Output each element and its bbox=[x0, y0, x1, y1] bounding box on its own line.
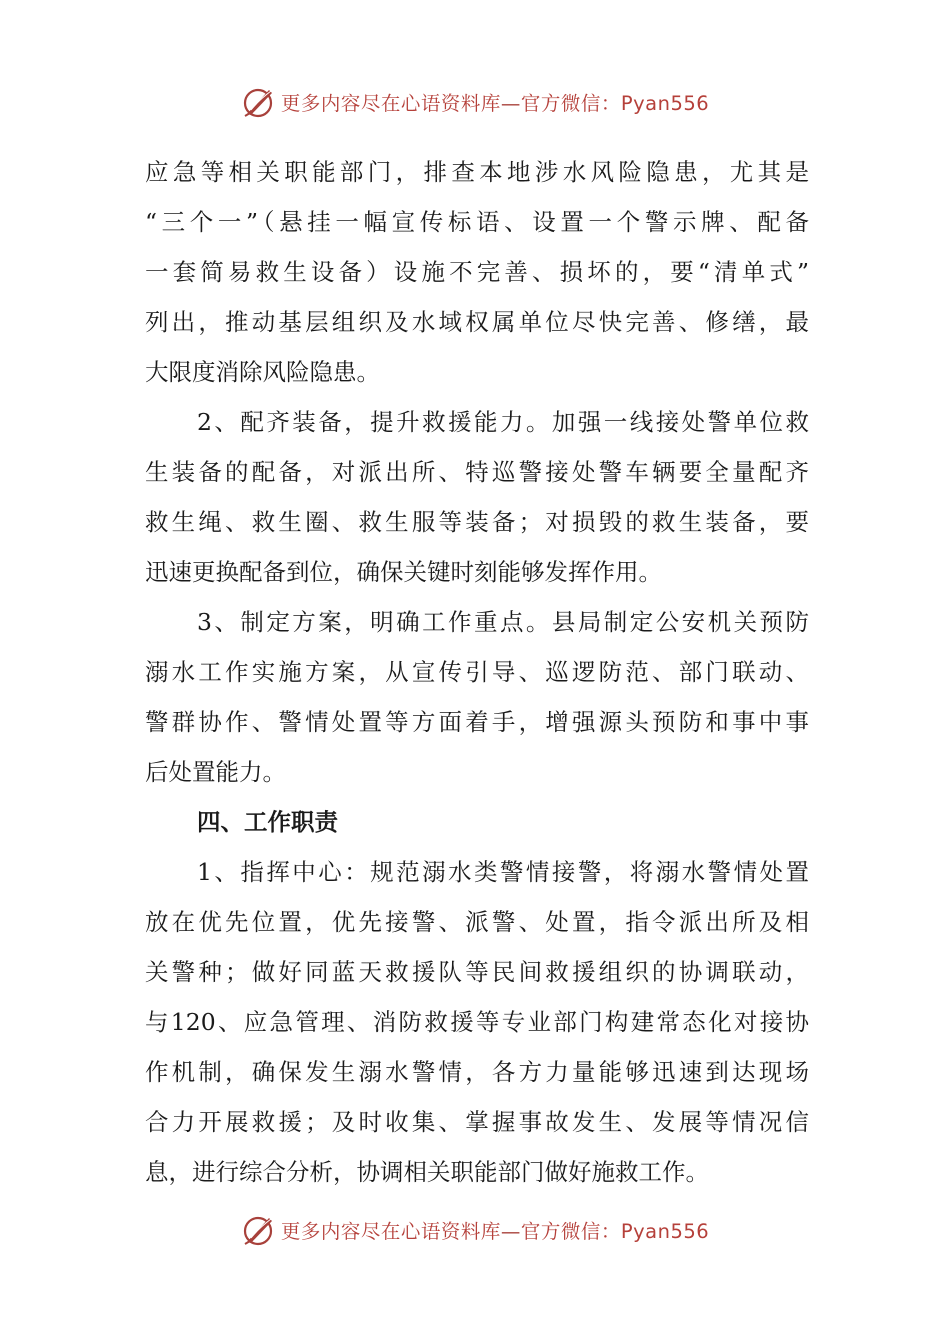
text-line: 后处置能力。 bbox=[145, 758, 286, 786]
watermark-brand: 更多内容尽在心语资料库 bbox=[280, 92, 501, 115]
text-line: 2、配齐装备，提升救援能力。加强一线接处警单位救 bbox=[197, 408, 809, 436]
quill-logo-icon bbox=[241, 1212, 277, 1248]
text-line: 大限度消除风险隐患。 bbox=[145, 358, 380, 386]
text-line: 与120、应急管理、消防救援等专业部门构建常态化对接协 bbox=[145, 1008, 809, 1036]
text-line: 救生绳、救生圈、救生服等装备；对损毁的救生装备，要 bbox=[145, 508, 809, 536]
watermark-brand: 更多内容尽在心语资料库 bbox=[280, 1220, 501, 1243]
text-line: 作机制，确保发生溺水警情，各方力量能够迅速到达现场 bbox=[145, 1058, 809, 1086]
watermark-text bbox=[281, 88, 709, 116]
paragraph-plan bbox=[145, 597, 809, 797]
text-line: 关警种；做好同蓝天救援队等民间救援组织的协调联动， bbox=[145, 958, 809, 986]
paragraph-command-center bbox=[145, 847, 809, 1197]
watermark-text bbox=[281, 1216, 709, 1244]
text-line: 生装备的配备，对派出所、特巡警接处警车辆要全量配齐 bbox=[145, 458, 809, 486]
section-heading: 四、工作职责 bbox=[197, 808, 338, 836]
quill-logo-icon bbox=[241, 84, 277, 120]
document-body bbox=[145, 147, 809, 1197]
watermark-separator: — bbox=[500, 92, 521, 115]
text-line: 应急等相关职能部门，排查本地涉水风险隐患，尤其是 bbox=[145, 158, 809, 186]
text-line: “三个一”（悬挂一幅宣传标语、设置一个警示牌、配备 bbox=[145, 208, 809, 236]
header-watermark bbox=[0, 82, 950, 122]
footer-watermark bbox=[0, 1210, 950, 1250]
text-line: 列出，推动基层组织及水域权属单位尽快完善、修缮，最 bbox=[145, 308, 809, 336]
watermark-wechat: 官方微信：Pyan556 bbox=[520, 1220, 710, 1243]
text-line: 警群协作、警情处置等方面着手，增强源头预防和事中事 bbox=[145, 708, 809, 736]
text-line: 合力开展救援；及时收集、掌握事故发生、发展等情况信 bbox=[145, 1108, 809, 1136]
paragraph-continuation bbox=[145, 147, 809, 397]
text-line: 1、指挥中心：规范溺水类警情接警，将溺水警情处置 bbox=[197, 858, 809, 886]
text-line: 息，进行综合分析，协调相关职能部门做好施救工作。 bbox=[145, 1158, 709, 1186]
watermark-wechat: 官方微信：Pyan556 bbox=[520, 92, 710, 115]
watermark-separator: — bbox=[500, 1220, 521, 1243]
text-line: 放在优先位置，优先接警、派警、处置，指令派出所及相 bbox=[145, 908, 809, 936]
paragraph-equipment bbox=[145, 397, 809, 597]
text-line: 一套简易救生设备）设施不完善、损坏的，要“清单式” bbox=[145, 258, 809, 286]
text-line: 迅速更换配备到位，确保关键时刻能够发挥作用。 bbox=[145, 558, 662, 586]
text-line: 溺水工作实施方案，从宣传引导、巡逻防范、部门联动、 bbox=[145, 658, 809, 686]
text-line: 3、制定方案，明确工作重点。县局制定公安机关预防 bbox=[197, 608, 809, 636]
